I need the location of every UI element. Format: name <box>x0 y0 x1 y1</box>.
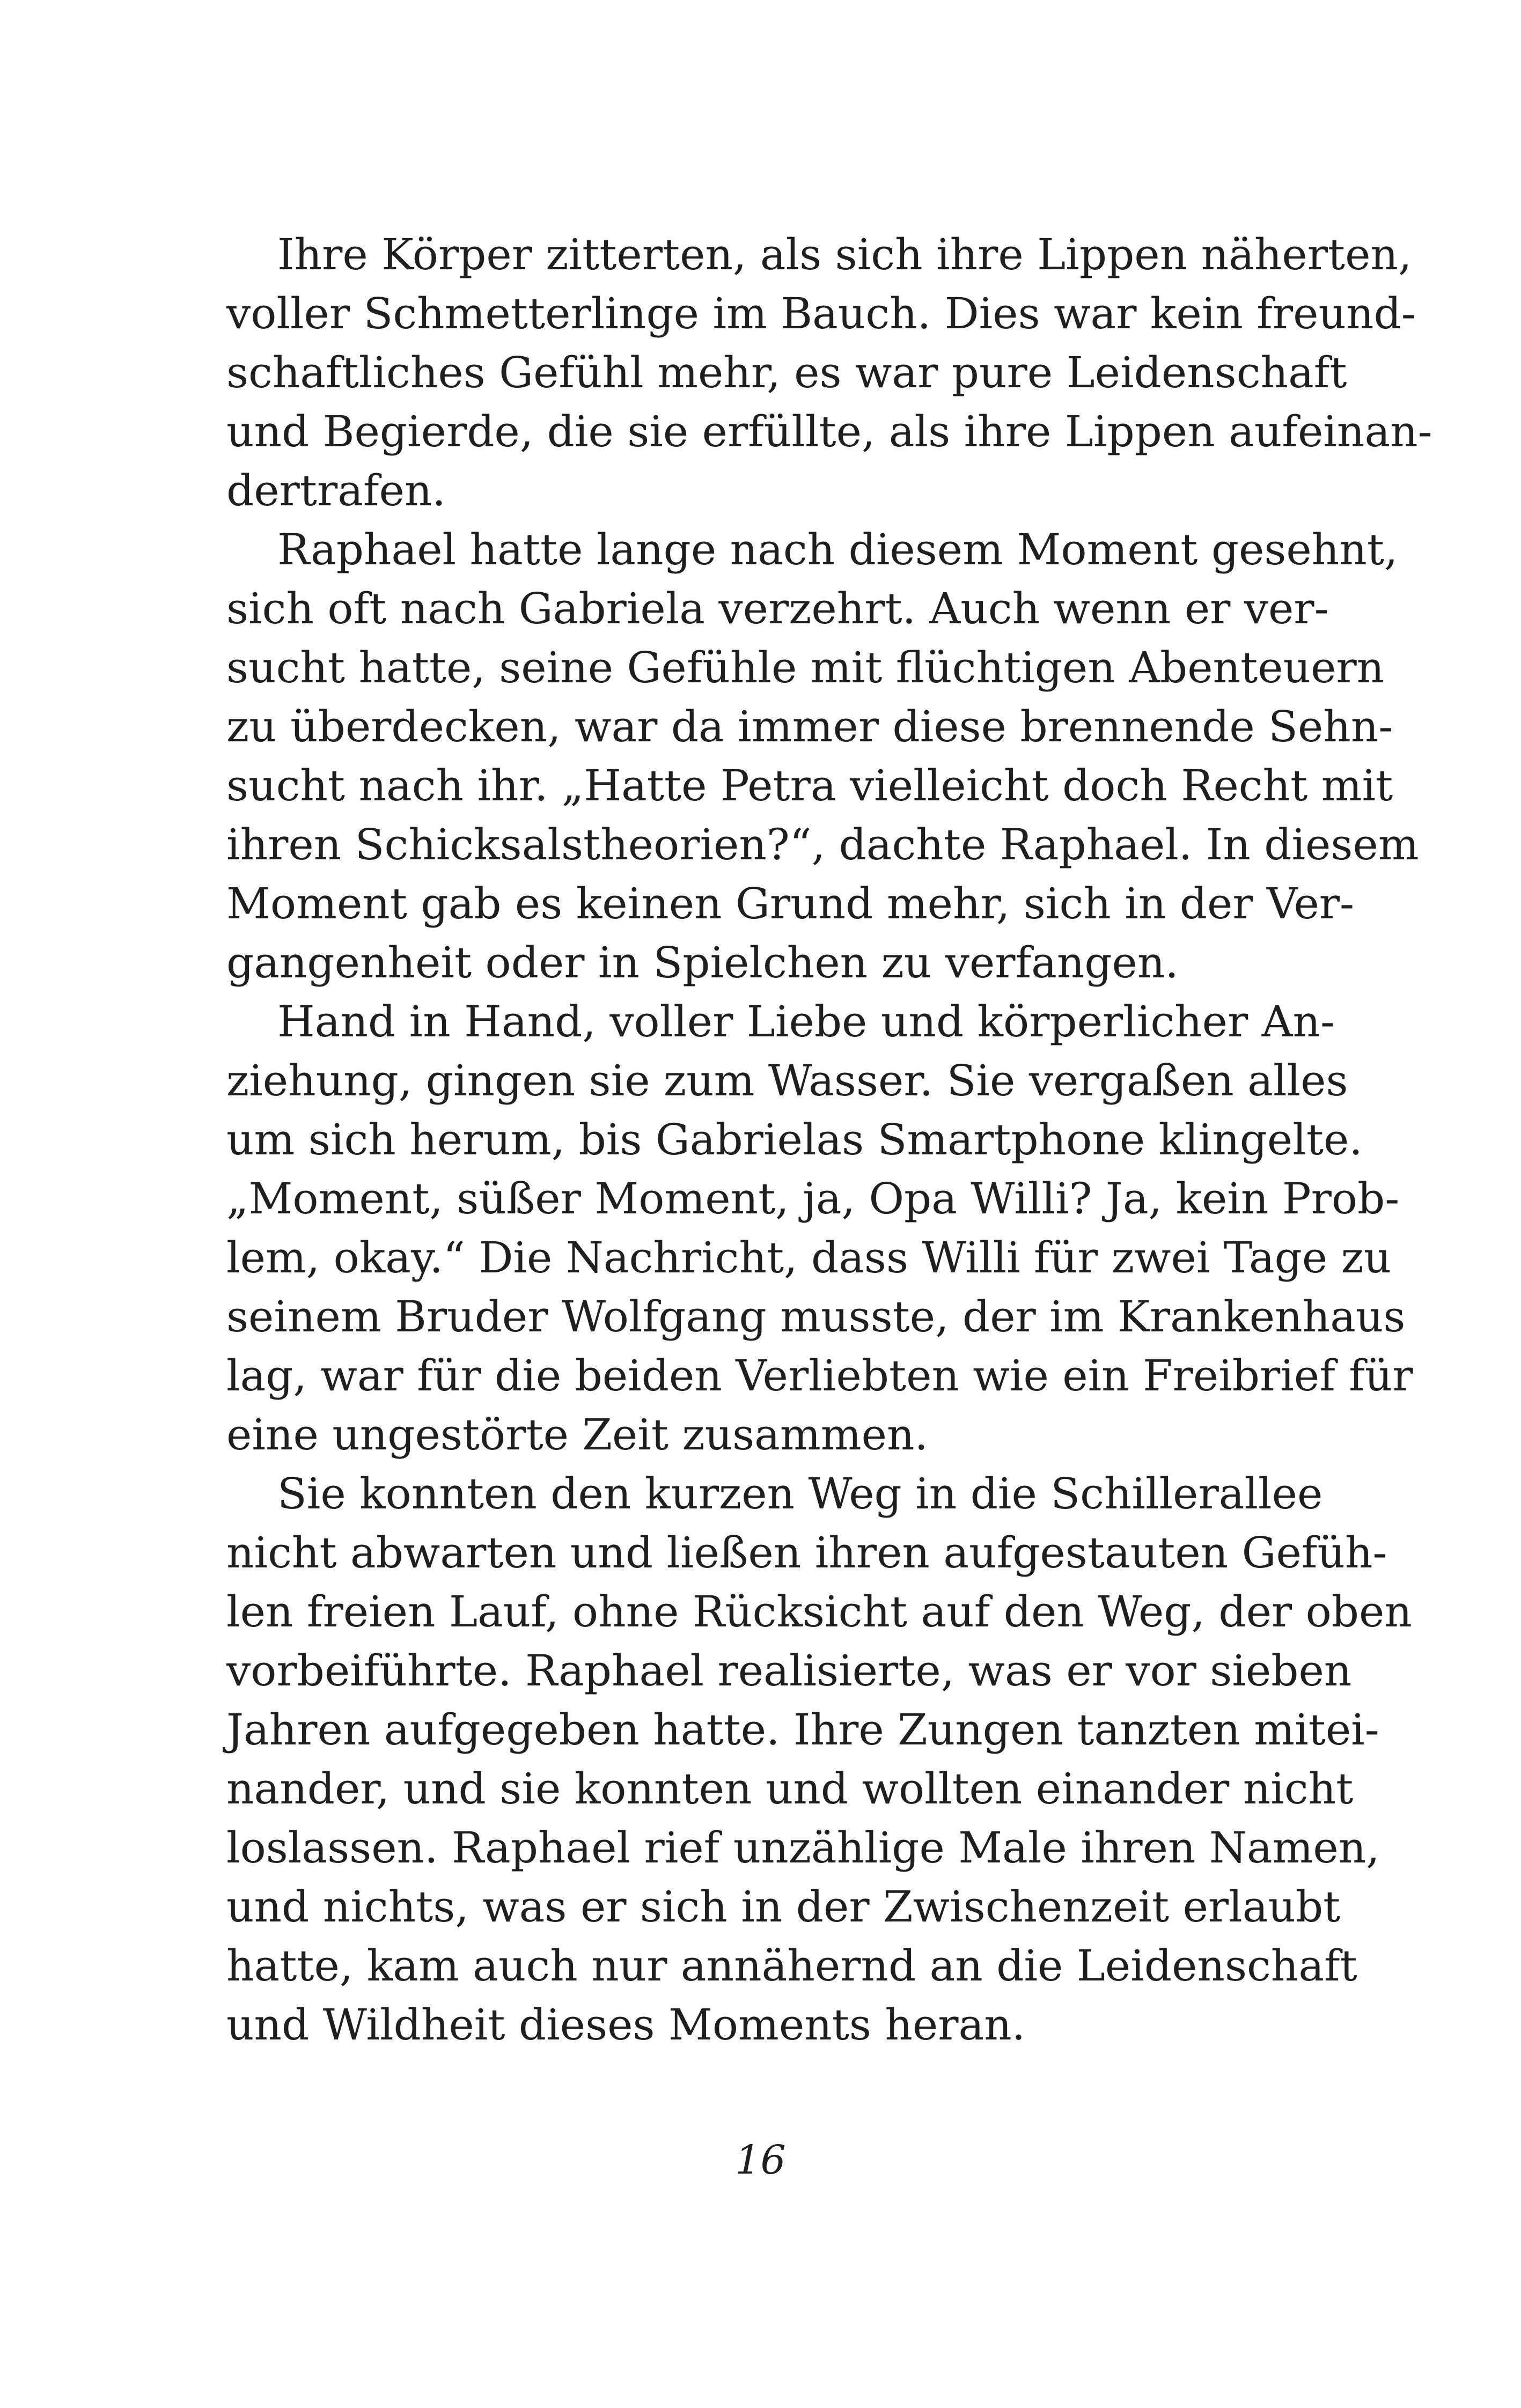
text-line: vorbeiführte. Raphael realisierte, was er vor sieben <box>226 1646 1352 1696</box>
text-line: und Begierde, die sie erfüllte, als ihre Lippen aufeinan- <box>226 407 1432 456</box>
text-line: sucht hatte, seine Gefühle mit flüchtigen Abenteuern <box>226 643 1385 693</box>
text-line: lag, war für die beiden Verliebten wie ein Freibrief für <box>226 1351 1413 1401</box>
text-line: „Moment, süßer Moment, ja, Opa Willi? Ja, kein Prob- <box>226 1174 1400 1224</box>
text-line: seinem Bruder Wolfgang musste, der im Krankenhaus <box>226 1292 1406 1342</box>
text-line: loslassen. Raphael rief unzählige Male ihren Namen, <box>226 1823 1380 1873</box>
text-line: nander, und sie konnten und wollten einander nicht <box>226 1764 1354 1814</box>
text-line: sich oft nach Gabriela verzehrt. Auch wenn er ver- <box>226 584 1329 634</box>
text-line: Sie konnten den kurzen Weg in die Schillerallee <box>277 1469 1323 1519</box>
text-line: Raphael hatte lange nach diesem Moment gesehnt, <box>277 525 1398 575</box>
text-line: gangenheit oder in Spielchen zu verfangen. <box>226 938 1179 988</box>
text-line: zu überdecken, war da immer diese brennende Sehn- <box>226 702 1393 752</box>
text-line: Hand in Hand, voller Liebe und körperlicher An- <box>277 997 1335 1047</box>
text-line: Jahren aufgegeben hatte. Ihre Zungen tanzten mitei- <box>226 1705 1379 1755</box>
text-line: Ihre Körper zitterten, als sich ihre Lippen näherten, <box>277 230 1412 279</box>
text-line: und Wildheit dieses Moments heran. <box>226 2000 1026 2050</box>
text-line: um sich herum, bis Gabrielas Smartphone klingelte. <box>226 1115 1363 1165</box>
text-line: Moment gab es keinen Grund mehr, sich in der Ver- <box>226 879 1355 929</box>
text-line: eine ungestörte Zeit zusammen. <box>226 1410 928 1460</box>
text-line: hatte, kam auch nur annähernd an die Leidenschaft <box>226 1941 1357 1991</box>
text-line: nicht abwarten und ließen ihren aufgestauten Gefüh- <box>226 1528 1387 1578</box>
text-line: dertrafen. <box>226 466 446 516</box>
page-number: 16 <box>735 2137 786 2183</box>
text-line: voller Schmetterlinge im Bauch. Dies war kein freund- <box>226 289 1416 338</box>
text-line: ihren Schicksalstheorien?“, dachte Raphael. In diesem <box>226 820 1419 870</box>
text-line: lem, okay.“ Die Nachricht, dass Willi für zwei Tage zu <box>226 1233 1392 1283</box>
text-line: schaftliches Gefühl mehr, es war pure Leidenschaft <box>226 348 1347 397</box>
text-line: ziehung, gingen sie zum Wasser. Sie vergaßen alles <box>226 1056 1348 1106</box>
text-line: sucht nach ihr. „Hatte Petra vielleicht doch Recht mit <box>226 761 1393 811</box>
text-line: len freien Lauf, ohne Rücksicht auf den Weg, der oben <box>226 1587 1412 1637</box>
text-line: und nichts, was er sich in der Zwischenzeit erlaubt <box>226 1882 1341 1932</box>
